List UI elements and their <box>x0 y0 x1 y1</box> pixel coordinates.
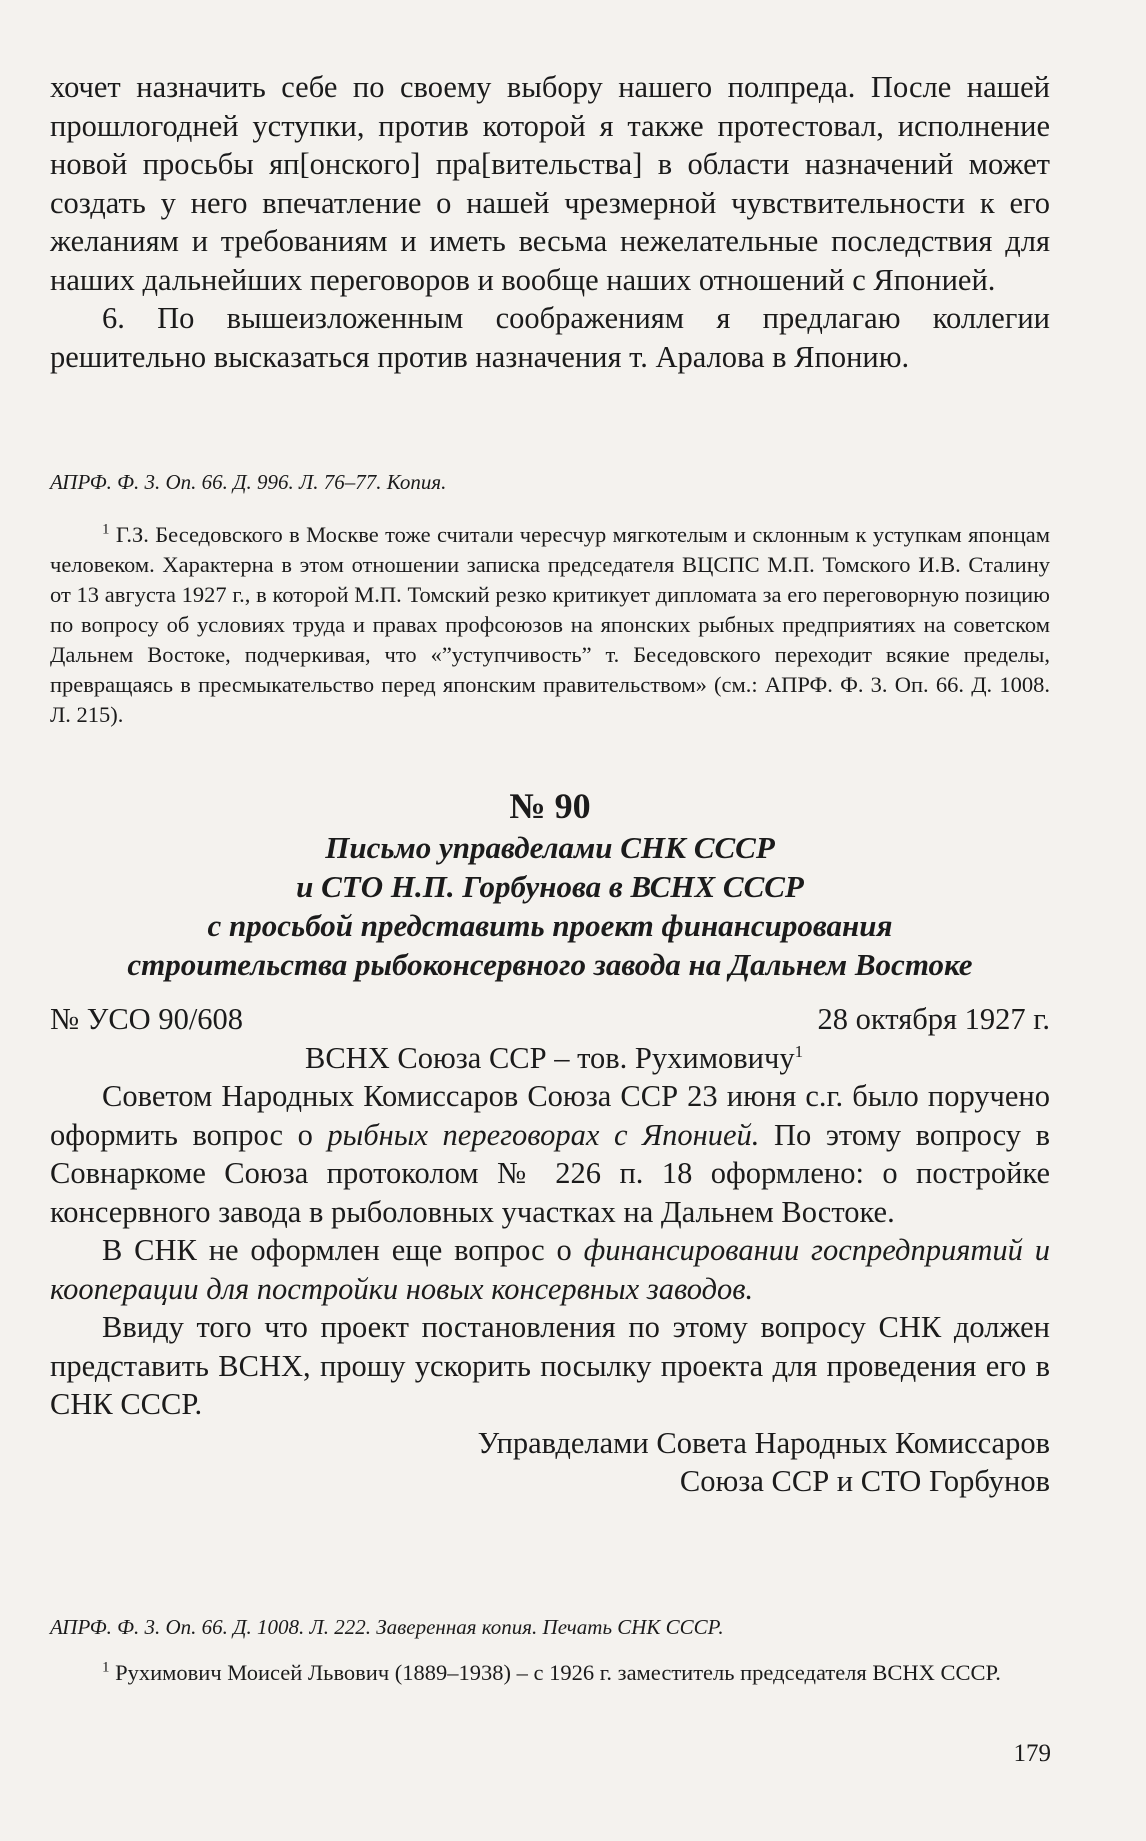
paragraph-2: В СНК не оформлен еще вопрос о финансировании госпредприятий и кооперации для постройки новых консервных заводов. <box>50 1233 1050 1306</box>
addressee-line: ВСНХ Союза ССР – тов. Рухимовичу$^1$ <box>305 1040 804 1075</box>
registration-number: № УСО 90/608 <box>50 1002 244 1036</box>
document-number: № 90 <box>509 786 591 826</box>
paragraph-1: Советом Народных Комиссаров Союза ССР 23 июня с.г. было поручено оформить вопрос о рыбных переговорах с Японией. По этому вопросу в Совнаркоме Союза протоколом № 226 п. 18 оформлено: о постройке консервного завода в рыболовных участках на Дальнем Востоке. <box>50 1079 1051 1229</box>
document-date: 28 октября 1927 г. <box>817 1002 1050 1036</box>
document-90-body <box>50 1000 1050 1501</box>
footnote-marker: 1 <box>102 521 110 538</box>
top-paragraph: хочет назначить себе по своему выбору нашего полпреда. После нашей прошлогодней уступки, против которой я также протестовал, исполнение новой просьбы яп[онского] пра[вительства] в области назначений может создать у него впечатление о нашей чрезмерной чувствительности к его желаниям и требованиям и иметь весьма нежелательные последствия для наших дальнейших переговоров и вообще наших отношений с Японией. <box>50 70 1050 297</box>
footnote-text: Рухимович Моисей Львович (1889–1938) – с 1926 г. заместитель председателя ВСНХ СССР. <box>115 1660 1001 1685</box>
source-note-2: АПРФ. Ф. 3. Оп. 66. Д. 1008. Л. 222. Заверенная копия. Печать СНК СССР. <box>50 1615 724 1639</box>
registration-row <box>50 1000 1050 1039</box>
point-6-paragraph: 6. По вышеизложенным соображениям я предлагаю коллегии решительно высказаться против назначения т. Аралова в Японию. <box>50 301 1050 374</box>
document-title-line-3: с просьбой представить проект финансирования <box>207 908 893 943</box>
signature-line-2: Союза ССР и СТО Горбунов <box>679 1464 1050 1498</box>
footnote-text: Г.З. Беседовского в Москве тоже считали чересчур мягкотелым и склонным к уступкам японцам человеком. Характерна в этом отношении записка председателя ВЦСПС М.П. Томского И.В. Сталину от 13 августа 1927 г., в которой М.П. Томский резко критикует дипломата за его переговорную позицию по вопросу об условиях труда и правах профсоюзов на японских рыбных предприятиях на советском Дальнем Востоке, подчеркивая, что «”уступчивость” т. Беседовского переходит всякие пределы, превращаясь в пресмыкательство перед японским правительством» (см.: АПРФ. Ф. 3. Оп. 66. Д. 1008. Л. 215). <box>50 522 1051 727</box>
document-title-line-2: и СТО Н.П. Горбунова в ВСНХ СССР <box>296 869 804 904</box>
signature-line-1: Управделами Совета Народных Комиссаров <box>477 1425 1050 1460</box>
document-90-header <box>50 784 1050 984</box>
document-title-line-1: Письмо управделами СНК СССР <box>325 830 775 865</box>
page-number: 179 <box>1013 1740 1051 1767</box>
addressee-footnote-marker: 1 <box>794 1041 804 1061</box>
footnote-2 <box>50 1658 1050 1688</box>
footnote-marker: 1 <box>102 1659 110 1676</box>
continued-text-block <box>50 68 1050 376</box>
source-note-1: АПРФ. Ф. 3. Оп. 66. Д. 996. Л. 76–77. Копия. <box>50 470 447 494</box>
document-title-line-4: строительства рыбоконсервного завода на Дальнем Востоке <box>127 947 973 982</box>
paragraph-3: Ввиду того что проект постановления по этому вопросу СНК должен представить ВСНХ, прошу ускорить посылку проекта для проведения его в СНК СССР. <box>50 1310 1050 1421</box>
footnote-1 <box>50 520 1050 730</box>
